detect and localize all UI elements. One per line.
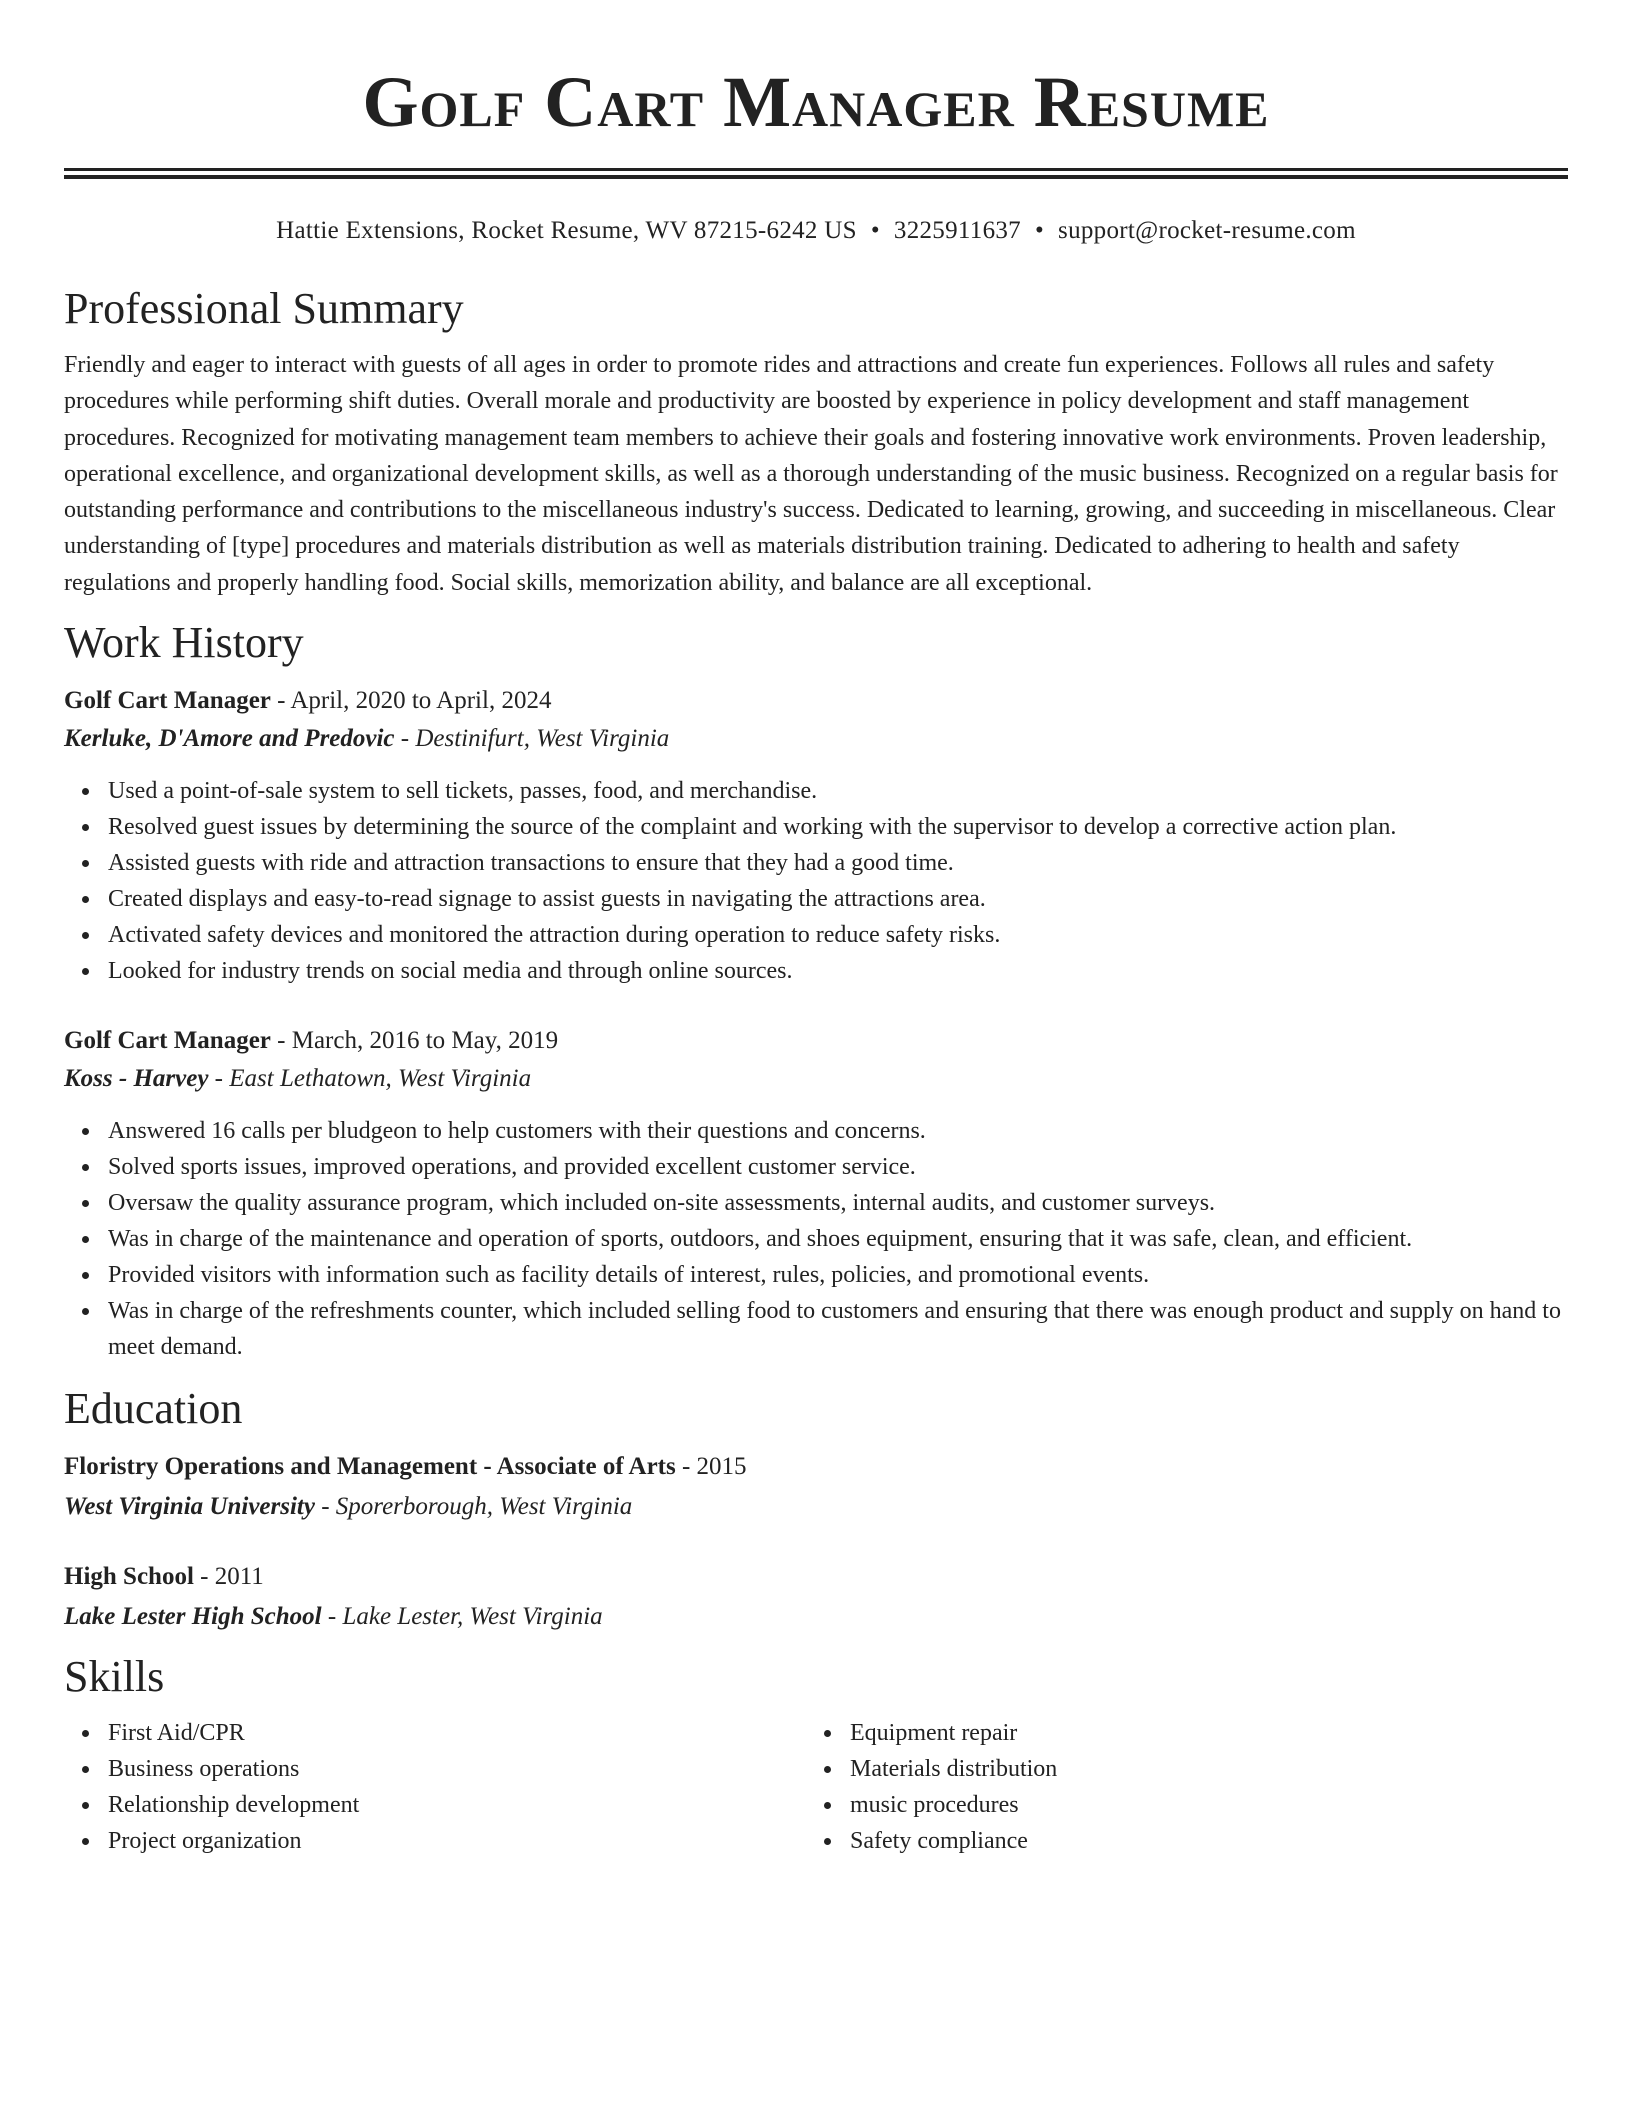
skills-list: [806, 1715, 1548, 1859]
job-entry: [64, 1023, 1568, 1365]
list-item: Resolved guest issues by determining the source of the complaint and working with the supervisor to develop a corrective action plan.: [108, 809, 1568, 845]
education-school-line: [64, 1599, 1568, 1635]
skill-item: Relationship development: [108, 1787, 806, 1823]
title-divider: [64, 168, 1568, 179]
education-year: - 2011: [193, 1563, 264, 1591]
summary-heading: Professional Summary: [64, 284, 464, 333]
education-school: West Virginia University: [64, 1493, 315, 1521]
contact-line: [64, 215, 1568, 247]
job-title: Golf Cart Manager: [64, 1027, 271, 1055]
skills-grid: [64, 1715, 1568, 1859]
contact-separator: •: [1034, 217, 1045, 244]
education-entry: [64, 1449, 1568, 1525]
education-location: - Lake Lester, West Virginia: [321, 1603, 603, 1631]
education-location: - Sporerborough, West Virginia: [314, 1493, 633, 1521]
summary-text: Friendly and eager to interact with guests of all ages in order to promote rides and attractions and create fun experiences. Follows all rules and safety procedures while performing shift duties. Overall morale and productivity are boosted by experience in policy development and staff management procedures. Recognized for motivating management team members to achieve their goals and fostering innovative work environments. Proven leadership, operational excellence, and organizational development skills, as well as a thorough understanding of the music business. Recognized on a regular basis for outstanding performance and contributions to the miscellaneous industry's success. Dedicated to learning, growing, and succeeding in miscellaneous. Clear understanding of [type] procedures and materials distribution as well as materials distribution training. Dedicated to adhering to health and safety regulations and properly handling food. Social skills, memorization ability, and balance are all exceptional.: [64, 352, 1558, 596]
education-heading: Education: [64, 1384, 243, 1434]
skill-item: Safety compliance: [850, 1823, 1548, 1859]
job-location: - East Lethatown, West Virginia: [208, 1065, 532, 1093]
skills-list: [64, 1715, 806, 1859]
list-item: Solved sports issues, improved operations, and provided excellent customer service.: [108, 1149, 1568, 1185]
education-school: Lake Lester High School: [64, 1603, 322, 1631]
list-item: Created displays and easy-to-read signage to assist guests in navigating the attractions area.: [108, 881, 1568, 917]
job-duties-list: [64, 773, 1568, 989]
contact-phone: 3225911637: [893, 217, 1021, 244]
list-item: Answered 16 calls per bludgeon to help customers with their questions and concerns.: [108, 1113, 1568, 1149]
list-item: Used a point-of-sale system to sell tickets, passes, food, and merchandise.: [108, 773, 1568, 809]
list-item: Was in charge of the refreshments counter, which included selling food to customers and ensuring that there was enough product and supply on hand to meet demand.: [108, 1293, 1568, 1365]
job-title: Golf Cart Manager: [64, 687, 271, 715]
job-duties-list: [64, 1113, 1568, 1365]
contact-email: support@rocket-resume.com: [1058, 217, 1356, 244]
list-item: Was in charge of the maintenance and operation of sports, outdoors, and shoes equipment, ensuring that it was safe, clean, and efficient.: [108, 1221, 1568, 1257]
job-location: - Destinifurt, West Virginia: [394, 725, 670, 753]
education-entry: [64, 1559, 1568, 1635]
skill-item: Project organization: [108, 1823, 806, 1859]
job-title-line: [64, 1023, 1568, 1059]
skill-item: Business operations: [108, 1751, 806, 1787]
education-degree: Floristry Operations and Management - Associate of Arts: [64, 1453, 676, 1481]
contact-separator: •: [870, 217, 880, 244]
contact-address: Hattie Extensions, Rocket Resume, WV 87215-6242 US: [276, 217, 857, 244]
job-dates: - April, 2020 to April, 2024: [270, 687, 552, 715]
list-item: Looked for industry trends on social media and through online sources.: [108, 953, 1568, 989]
skills-column-right: [806, 1715, 1548, 1859]
list-item: Assisted guests with ride and attraction transactions to ensure that they had a good time.: [108, 845, 1568, 881]
job-company: Koss - Harvey: [64, 1065, 209, 1093]
education-year: - 2015: [675, 1453, 747, 1481]
job-company: Kerluke, D'Amore and Predovic: [64, 725, 395, 753]
skill-item: First Aid/CPR: [108, 1715, 806, 1751]
work-history-heading: Work History: [64, 618, 304, 668]
skill-item: music procedures: [850, 1787, 1548, 1823]
skill-item: Materials distribution: [850, 1751, 1548, 1787]
job-title-line: [64, 683, 1568, 719]
job-entry: [64, 683, 1568, 989]
skills-heading: Skills: [64, 1652, 165, 1702]
education-degree-line: [64, 1559, 1568, 1595]
education-degree-line: [64, 1449, 1568, 1485]
list-item: Oversaw the quality assurance program, which included on-site assessments, internal audits, and customer surveys.: [108, 1185, 1568, 1221]
list-item: Activated safety devices and monitored the attraction during operation to reduce safety risks.: [108, 917, 1568, 953]
job-company-line: [64, 721, 1568, 757]
job-dates: - March, 2016 to May, 2019: [270, 1027, 559, 1055]
skills-column-left: [64, 1715, 806, 1859]
skill-item: Equipment repair: [850, 1715, 1548, 1751]
education-degree: High School: [64, 1563, 194, 1591]
resume-title: Golf Cart Manager Resume: [362, 62, 1270, 142]
job-company-line: [64, 1061, 1568, 1097]
education-school-line: [64, 1489, 1568, 1525]
list-item: Provided visitors with information such as facility details of interest, rules, policies, and promotional events.: [108, 1257, 1568, 1293]
